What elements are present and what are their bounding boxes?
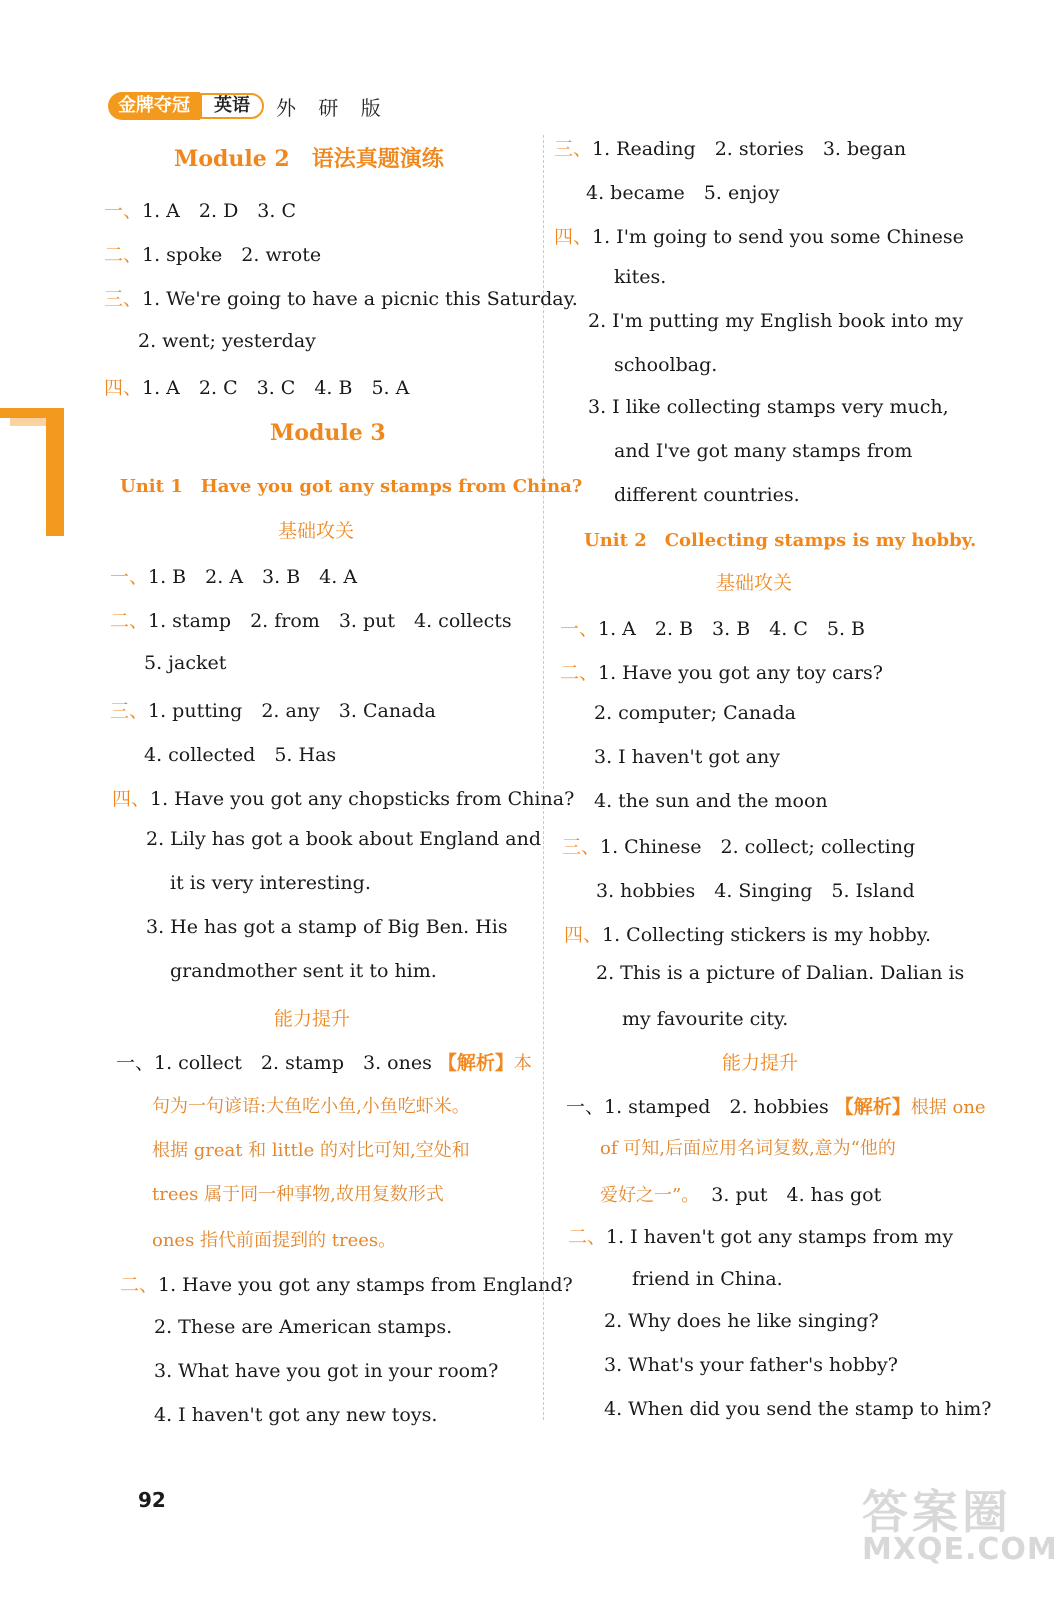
answer-row: 一、1. collect 2. stamp 3. ones 【解析】本 <box>116 1052 532 1074</box>
answer-row: 四、1. A 2. C 3. C 4. B 5. A <box>104 377 410 399</box>
answer-row: 2. This is a picture of Dalian. Dalian is <box>596 962 965 984</box>
answer-row: 2. went; yesterday <box>138 330 316 352</box>
answer-row: 3. I like collecting stamps very much, <box>588 396 949 418</box>
answer-row: 2. I'm putting my English book into my <box>588 310 964 332</box>
explanation-line: 句为一句谚语:大鱼吃小鱼,小鱼吃虾米。 <box>152 1096 470 1117</box>
answer-row: 四、1. Collecting stickers is my hobby. <box>564 924 931 946</box>
module3-title: Module 3 <box>270 420 386 446</box>
answer-row: 一、1. B 2. A 3. B 4. A <box>110 566 358 588</box>
explanation-line: trees 属于同一种事物,故用复数形式 <box>152 1184 444 1205</box>
answer-row: 三、1. Chinese 2. collect; collecting <box>562 836 916 858</box>
answer-row: kites. <box>614 266 667 288</box>
jichu-heading: 基础攻关 <box>278 520 355 542</box>
answer-row: 3. What's your father's hobby? <box>604 1354 898 1376</box>
answer-row: 3. He has got a stamp of Big Ben. His <box>146 916 508 938</box>
answer-row: 二、1. I haven't got any stamps from my <box>568 1226 954 1248</box>
watermark-logo <box>862 1476 1058 1586</box>
unit2-title: Unit 2 Collecting stamps is my hobby. <box>584 530 977 551</box>
answer-row: 四、1. I'm going to send you some Chinese <box>554 226 964 248</box>
answer-row: 二、1. Have you got any stamps from England? <box>120 1274 573 1296</box>
answer-row: schoolbag. <box>614 354 718 376</box>
page-number: 92 <box>138 1488 166 1512</box>
book-badge <box>108 92 389 120</box>
brand-label: 金牌夺冠 <box>108 92 200 120</box>
jichu-heading: 基础攻关 <box>716 572 793 594</box>
answer-row: 三、1. We're going to have a picnic this Saturday. <box>104 288 578 310</box>
jiexi-tag: 【解析】 <box>437 1052 514 1074</box>
watermark-bottom: MXQE.COM <box>862 1532 1058 1567</box>
answer-row: grandmother sent it to him. <box>170 960 437 982</box>
column-divider <box>543 135 544 1420</box>
answer-row: 四、1. Have you got any chopsticks from China? <box>112 788 575 810</box>
answer-row: friend in China. <box>632 1268 783 1290</box>
nengli-heading: 能力提升 <box>274 1008 351 1030</box>
answer-row: different countries. <box>614 484 800 506</box>
watermark-top: 答案圈 <box>862 1485 1012 1539</box>
jiexi-tag: 【解析】 <box>834 1096 911 1118</box>
explanation-line: of 可知,后面应用名词复数,意为“他的 <box>600 1138 896 1159</box>
answer-row: 一、1. stamped 2. hobbies 【解析】根据 one <box>566 1096 986 1118</box>
answer-row: 4. I haven't got any new toys. <box>154 1404 438 1426</box>
answer-row: 4. became 5. enjoy <box>586 182 780 204</box>
answer-row: 一、1. A 2. B 3. B 4. C 5. B <box>560 618 865 640</box>
answer-row: 二、1. Have you got any toy cars? <box>560 662 883 684</box>
answer-row: 爱好之一”。 3. put 4. has got <box>600 1184 882 1206</box>
subject-label: 英语 <box>200 93 264 119</box>
explanation-line: 根据 great 和 little 的对比可知,空处和 <box>152 1140 470 1161</box>
answer-row: 2. computer; Canada <box>594 702 796 724</box>
answer-row: 3. What have you got in your room? <box>154 1360 499 1382</box>
answer-row: 2. Why does he like singing? <box>604 1310 879 1332</box>
answer-row: it is very interesting. <box>170 872 371 894</box>
unit1-title: Unit 1 Have you got any stamps from China? <box>120 476 583 497</box>
chapter-tab-marker <box>0 408 64 536</box>
answer-row: 三、1. putting 2. any 3. Canada <box>110 700 436 722</box>
answer-row: 2. Lily has got a book about England and <box>146 828 541 850</box>
answer-row: my favourite city. <box>622 1008 789 1030</box>
answer-row: 4. When did you send the stamp to him? <box>604 1398 992 1420</box>
answer-row: 5. jacket <box>144 652 227 674</box>
module2-title: Module 2 语法真题演练 <box>174 146 444 172</box>
answer-row: 二、1. spoke 2. wrote <box>104 244 322 266</box>
answer-row: 4. the sun and the moon <box>594 790 828 812</box>
edition-label: 外 研 版 <box>276 95 389 120</box>
answer-row: 3. hobbies 4. Singing 5. Island <box>596 880 915 902</box>
answer-row: 二、1. stamp 2. from 3. put 4. collects <box>110 610 512 632</box>
explanation-line: ones 指代前面提到的 trees。 <box>152 1230 397 1251</box>
answer-row: 2. These are American stamps. <box>154 1316 453 1338</box>
answer-row: 三、1. Reading 2. stories 3. began <box>554 138 907 160</box>
answer-row: 3. I haven't got any <box>594 746 780 768</box>
answer-row: 一、1. A 2. D 3. C <box>104 200 297 222</box>
answer-row: and I've got many stamps from <box>614 440 913 462</box>
nengli-heading: 能力提升 <box>722 1052 799 1074</box>
answer-row: 4. collected 5. Has <box>144 744 337 766</box>
